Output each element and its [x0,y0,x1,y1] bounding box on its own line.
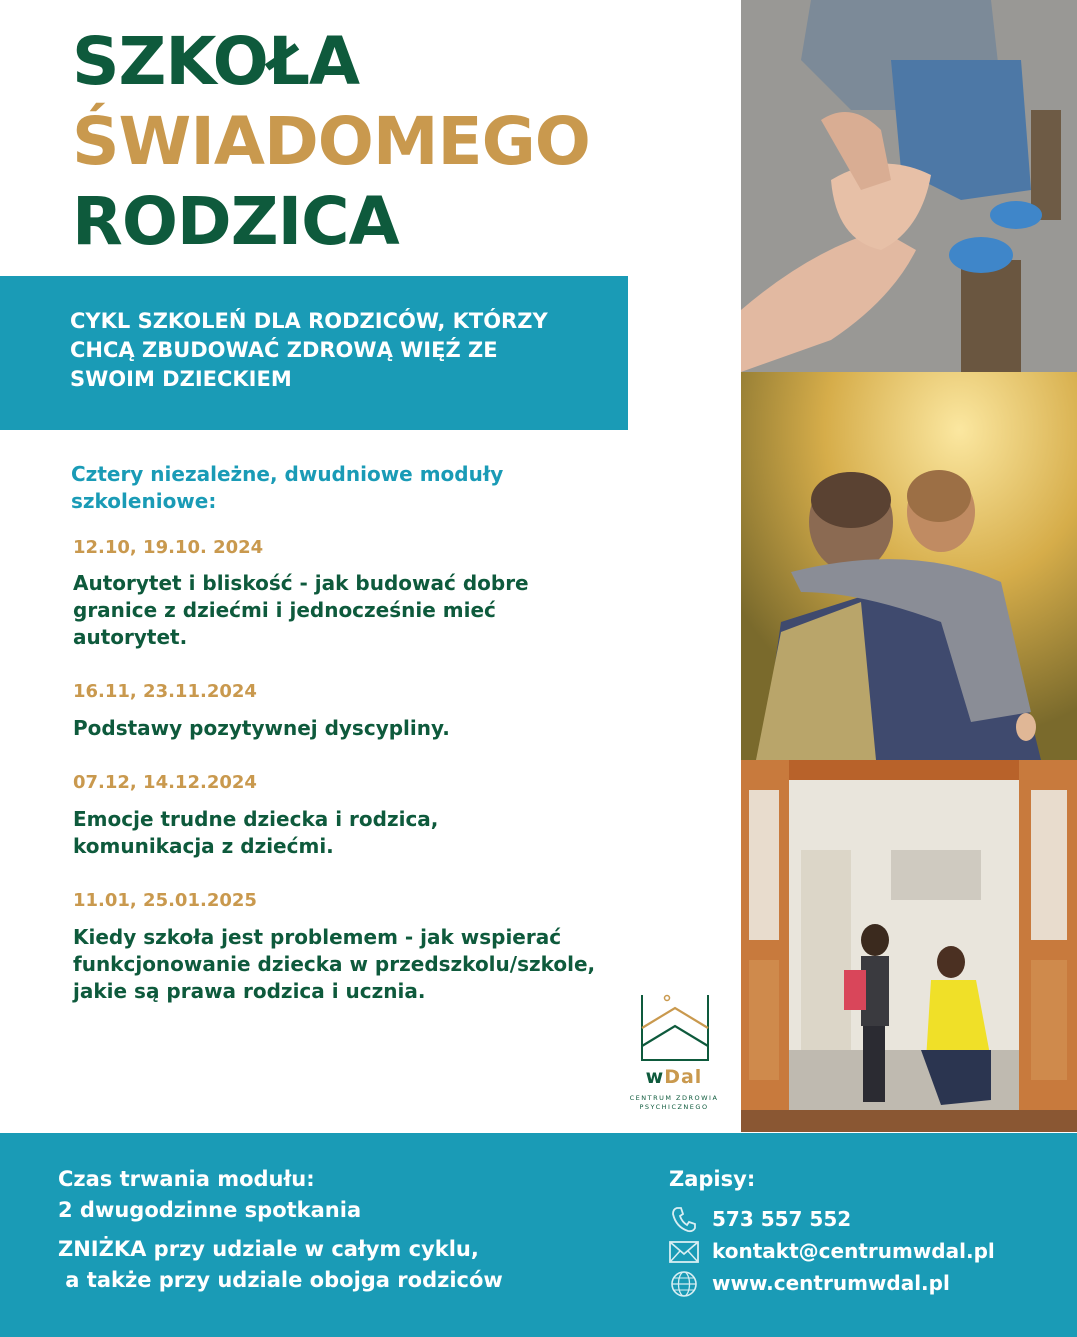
module-4-description [73,924,673,1005]
module-3-line-1: Emocje trudne dziecka i rodzica, [73,807,439,831]
photo-holding-hands [741,0,1077,372]
subtitle-line-1: CYKL SZKOLEŃ DLA RODZICÓW, KTÓRZY [70,309,548,333]
module-1-line-3: autorytet. [73,625,188,649]
title-line-1: SZKOŁA [72,23,360,100]
website-link[interactable]: www.centrumwdal.pl [712,1271,950,1295]
duration-value: 2 dwugodzinne spotkania [58,1198,362,1222]
footer [0,1133,1077,1337]
module-1-line-1: Autorytet i bliskość - jak budować dobre [73,571,529,595]
module-4-line-3: jakie są prawa rodzica i ucznia. [73,979,426,1003]
module-4-line-2: funkcjonowanie dziecka w przedszkolu/szkole, [73,952,596,976]
module-1-date: 12.10, 19.10. 2024 [73,537,264,558]
page-title [72,22,590,262]
module-1-description [73,570,673,651]
modules-intro [71,461,671,515]
intro-line-1: Cztery niezależne, dwudniowe moduły [71,462,504,486]
house-logo-icon [612,990,736,1066]
duration-label: Czas trwania modułu: [58,1167,315,1191]
module-4-line-1: Kiedy szkoła jest problemem - jak wspierać [73,925,562,949]
phone-number[interactable]: 573 557 552 [712,1207,852,1231]
title-line-3: RODZICA [72,183,399,260]
module-1-line-2: granice z dziećmi i jednocześnie mieć [73,598,496,622]
envelope-icon [668,1237,700,1267]
module-3-description [73,806,673,860]
email-address[interactable]: kontakt@centrumwdal.pl [712,1239,995,1263]
module-2-date: 16.11, 23.11.2024 [73,681,257,702]
photo-mother-and-child-at-door [741,760,1077,1132]
photo-father-and-son [741,372,1077,760]
module-3-date: 07.12, 14.12.2024 [73,772,257,793]
globe-icon [668,1269,700,1299]
discount-line-1: ZNIŻKA przy udziale w całym cyklu, [58,1237,479,1261]
module-2-line-1: Podstawy pozytywnej dyscypliny. [73,716,450,740]
module-3-line-2: komunikacja z dziećmi. [73,834,334,858]
intro-line-2: szkoleniowe: [71,489,217,513]
subtitle-line-3: SWOIM DZIECKIEM [70,367,292,391]
signup-label: Zapisy: [669,1167,756,1191]
title-line-2: ŚWIADOMEGO [72,103,590,180]
logo-name: wDal [645,1066,703,1088]
wdal-logo [612,990,736,1120]
phone-icon [668,1205,700,1235]
logo-subtitle: CENTRUM ZDROWIA PSYCHICZNEGO [629,1094,719,1111]
discount-line-2: a także przy udziale obojga rodziców [58,1268,503,1292]
module-4-date: 11.01, 25.01.2025 [73,890,257,911]
subtitle-line-2: CHCĄ ZBUDOWAĆ ZDROWĄ WIĘŹ ZE [70,338,498,362]
module-2-description [73,715,673,742]
subtitle-text [70,307,630,394]
